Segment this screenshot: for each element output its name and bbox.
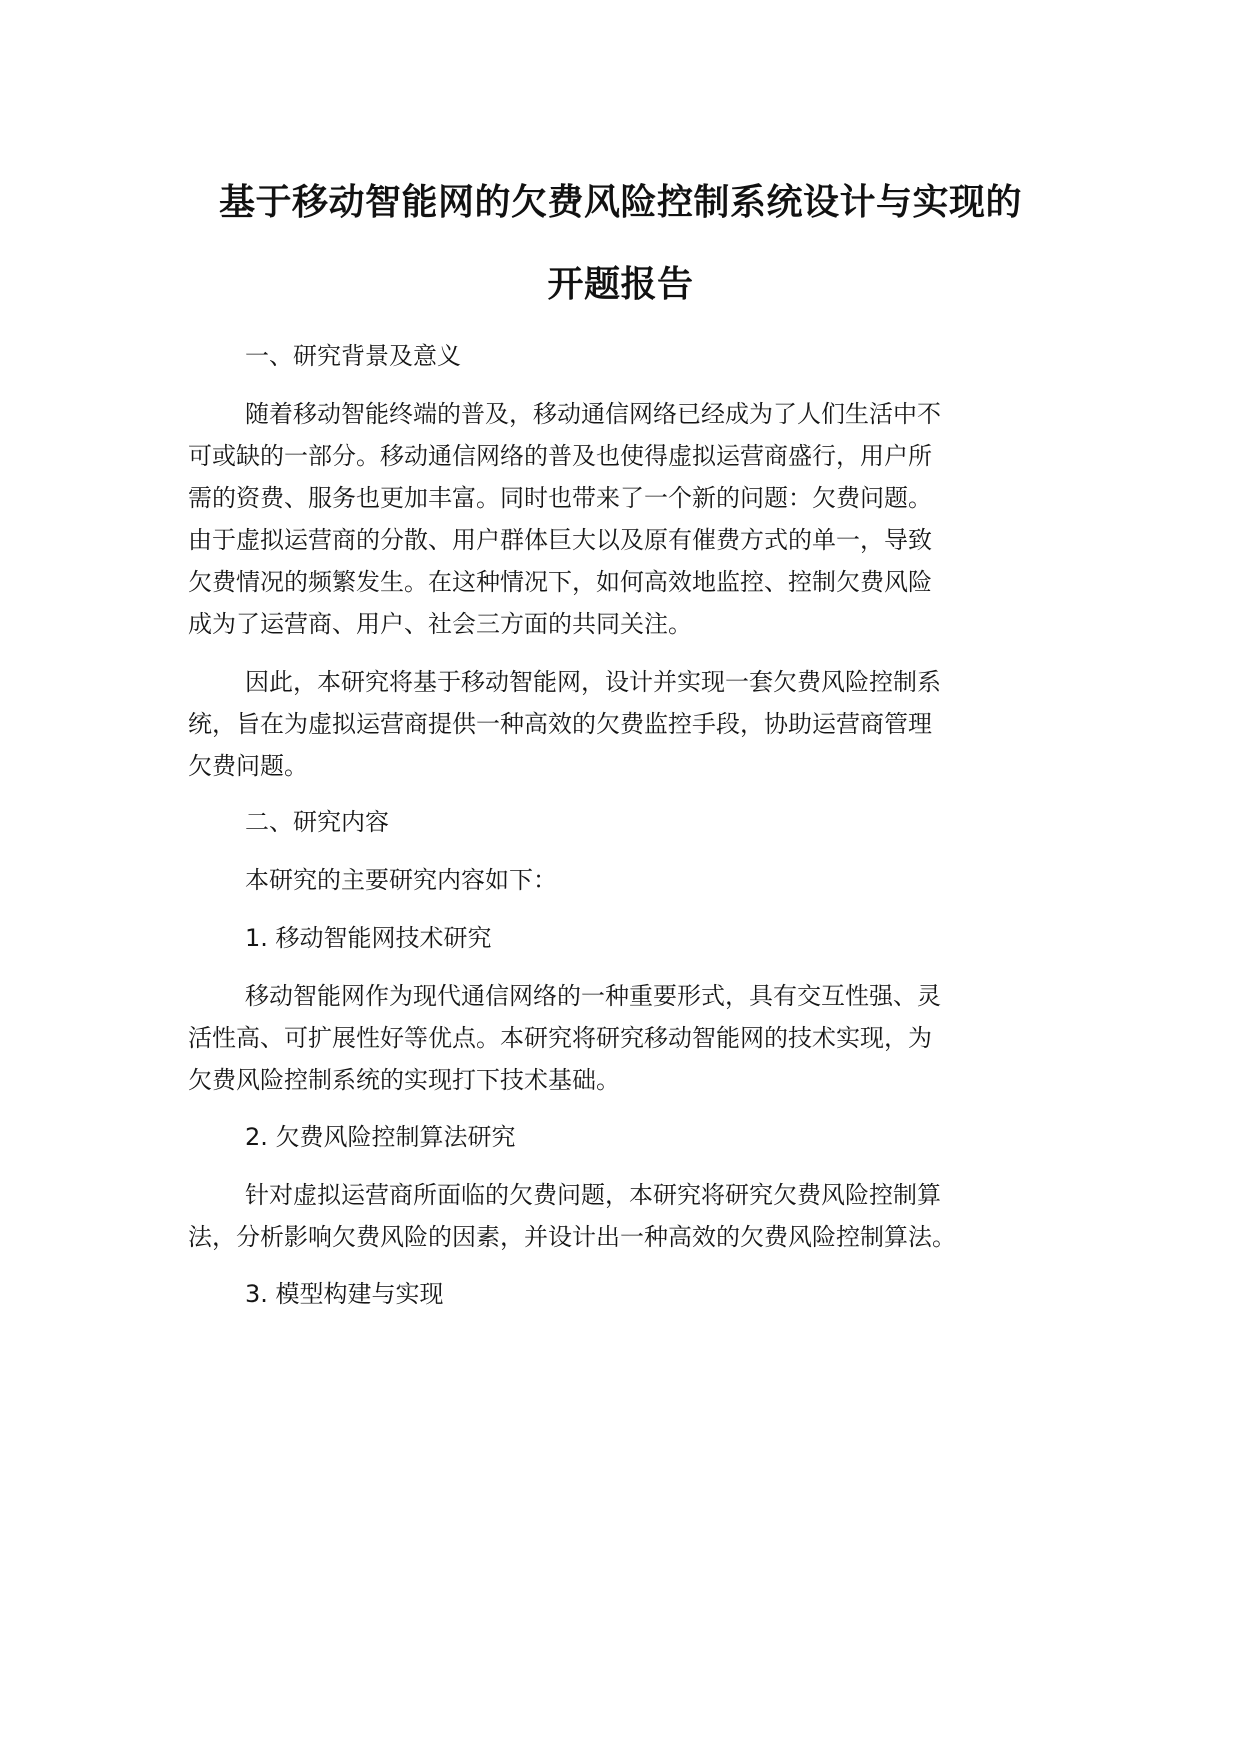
paragraph-line: 随着移动智能终端的普及，移动通信网络已经成为了人们生活中不 bbox=[245, 400, 941, 428]
paragraph-line: 因此，本研究将基于移动智能网，设计并实现一套欠费风险控制系 bbox=[245, 668, 941, 696]
paragraph-line: 移动智能网作为现代通信网络的一种重要形式，具有交互性强、灵 bbox=[245, 982, 941, 1010]
section-heading-background: 一、研究背景及意义 bbox=[245, 342, 461, 370]
paragraph-line: 欠费风险控制系统的实现打下技术基础。 bbox=[188, 1066, 620, 1094]
paragraph-line: 活性高、可扩展性好等优点。本研究将研究移动智能网的技术实现，为 bbox=[188, 1024, 932, 1052]
paragraph-line: 法，分析影响欠费风险的因素，并设计出一种高效的欠费风险控制算法。 bbox=[188, 1223, 956, 1251]
item-heading-1: 1. 移动智能网技术研究 bbox=[245, 924, 492, 952]
item-heading-2: 2. 欠费风险控制算法研究 bbox=[245, 1123, 516, 1151]
document-title-line-1: 基于移动智能网的欠费风险控制系统设计与实现的 bbox=[218, 182, 1022, 223]
paragraph-line: 欠费情况的频繁发生。在这种情况下，如何高效地监控、控制欠费风险 bbox=[188, 568, 932, 596]
paragraph-line: 欠费问题。 bbox=[188, 752, 308, 780]
paragraph-line: 成为了运营商、用户、社会三方面的共同关注。 bbox=[188, 610, 692, 638]
paragraph-line: 由于虚拟运营商的分散、用户群体巨大以及原有催费方式的单一，导致 bbox=[188, 526, 932, 554]
paragraph-line: 需的资费、服务也更加丰富。同时也带来了一个新的问题：欠费问题。 bbox=[188, 484, 932, 512]
section-intro: 本研究的主要研究内容如下： bbox=[245, 866, 557, 894]
paragraph-line: 统，旨在为虚拟运营商提供一种高效的欠费监控手段，协助运营商管理 bbox=[188, 710, 932, 738]
paragraph-line: 可或缺的一部分。移动通信网络的普及也使得虚拟运营商盛行，用户所 bbox=[188, 442, 932, 470]
paragraph-line: 针对虚拟运营商所面临的欠费问题，本研究将研究欠费风险控制算 bbox=[245, 1181, 941, 1209]
document-title-line-2: 开题报告 bbox=[547, 264, 694, 305]
item-heading-3: 3. 模型构建与实现 bbox=[245, 1280, 444, 1308]
section-heading-content: 二、研究内容 bbox=[245, 808, 389, 836]
